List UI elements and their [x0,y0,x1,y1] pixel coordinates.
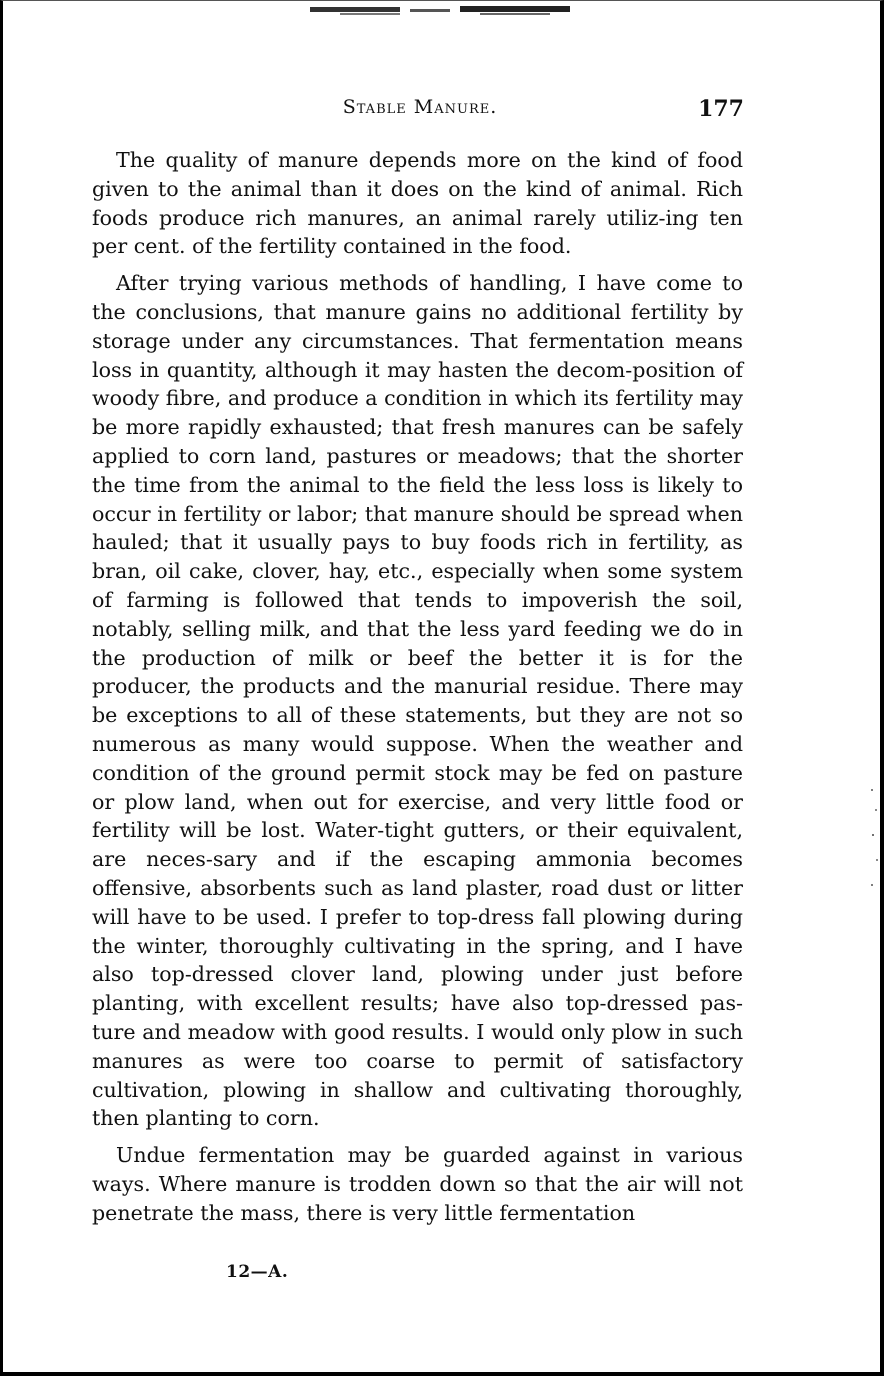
signature-mark: 12—A. [226,1262,289,1282]
paragraph-2: After trying various methods of handling, I have come to the conclusions, that manure gains no additional fertility by storage under any circumstances. That fermentation means loss in quantity, although it may hasten the decom-position of woody fibre, and produce a condition in which its fertility may be more rapidly exhausted; that fresh manures can be safely applied to corn land, pastures or meadows; that the shorter the time from the animal to the field the less loss is likely to occur in fertility or labor; that manure should be spread when hauled; that it usually pays to buy foods rich in fertility, as bran, oil cake, clover, hay, etc., especially when some system of farming is followed that tends to impoverish the soil, notably, selling milk, and that the less yard feeding we do in the production of milk or beef the better it is for the producer, the products and the manurial residue. There may be exceptions to all of these statements, but they are not so numerous as many would suppose. When the weather and condition of the ground permit stock may be fed on pasture or plow land, when out for exercise, and very little food or fertility will be lost. Water-tight gutters, or their equivalent, are neces-sary and if the escaping ammonia becomes offensive, absorbents such as land plaster, road dust or litter will have to be used. I prefer to top-dress fall plowing during the winter, thoroughly cultivating in the spring, and I have also top-dressed clover land, plowing under just before planting, with excellent results; have also top-dressed pas-ture and meadow with good results. I would only plow in such manures as were too coarse to permit of satisfactory cultivation, plowing in shallow and cultivating thoroughly, then planting to corn. [92,271,743,1131]
paragraph-3: Undue fermentation may be guarded against in various ways. Where manure is trodden down so that the air will not penetrate the mass, there is very little fermentation [92,1143,743,1225]
body-text [92,146,743,1235]
page-number: 177 [698,96,744,122]
page-header [92,96,748,126]
paragraph-1: The quality of manure depends more on the kind of food given to the animal than it does on the kind of animal. Rich foods produce rich manures, an animal rarely utiliz-ing ten per cent. of the fertility contained in the food. [92,148,743,259]
running-head: Stable Manure. [342,96,498,118]
